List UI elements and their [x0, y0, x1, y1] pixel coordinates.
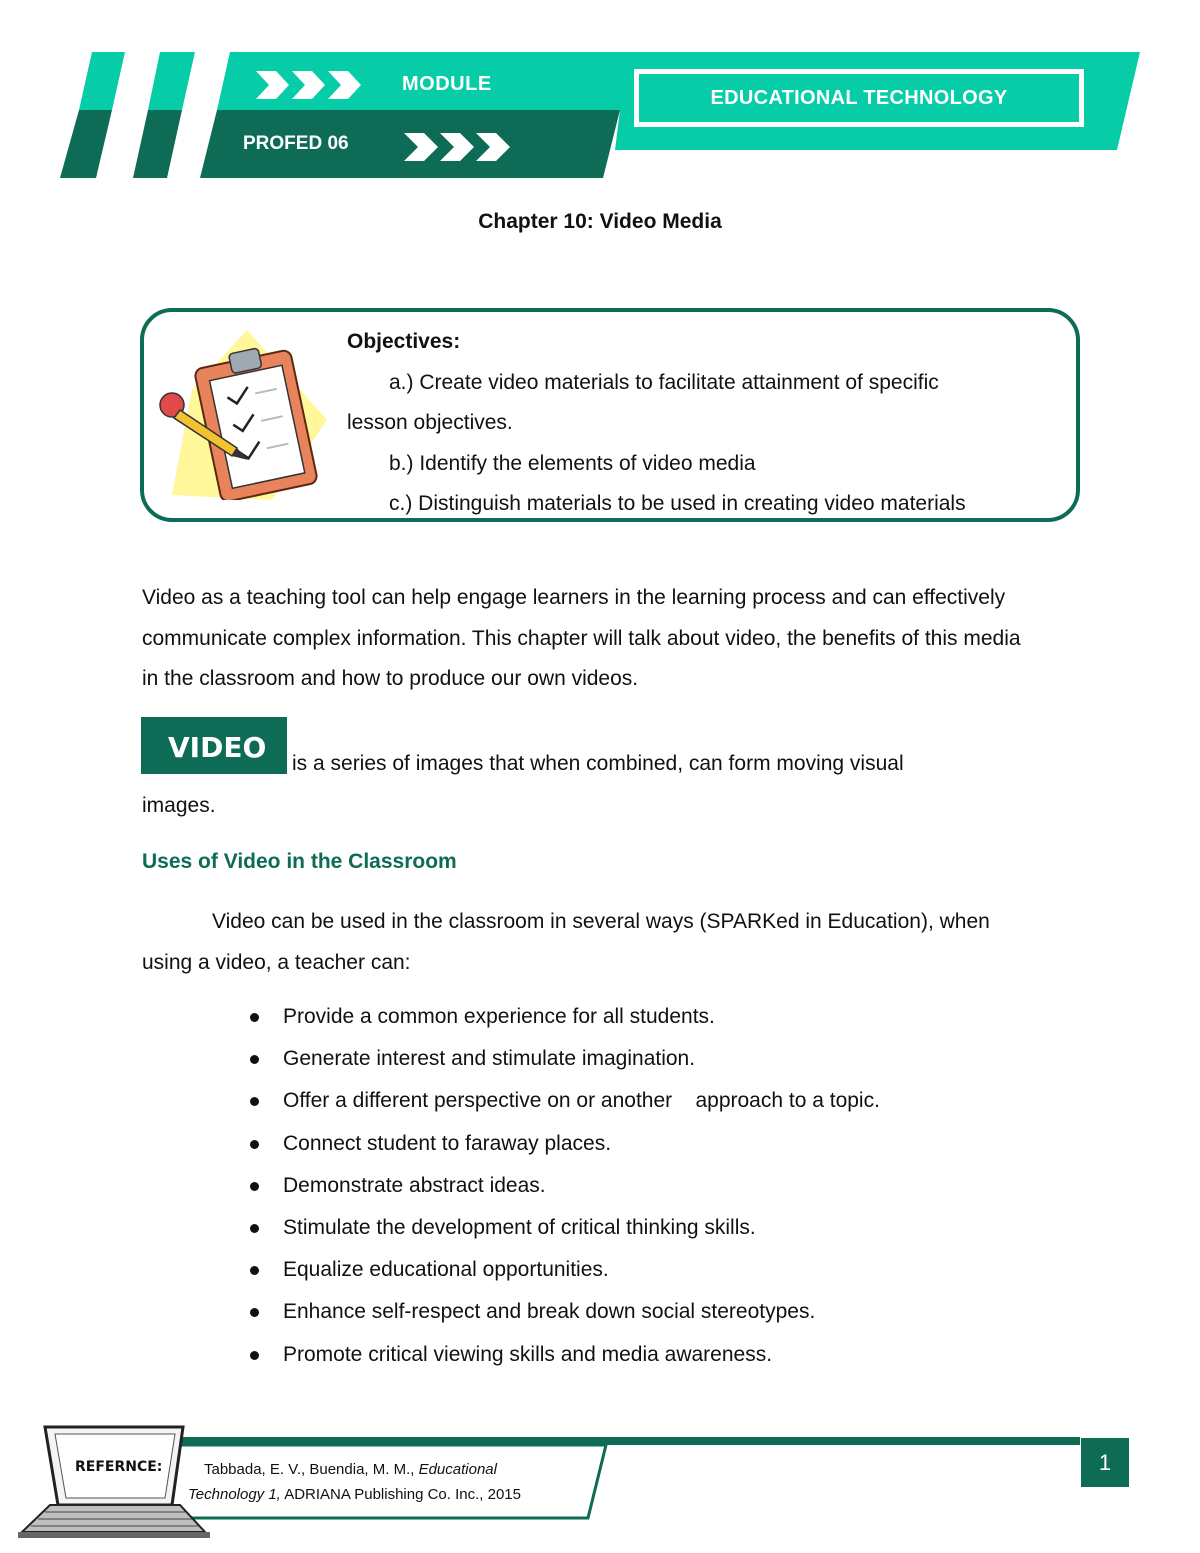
laptop-icon [18, 1427, 210, 1538]
list-item-text: Generate interest and stimulate imagination. [283, 1047, 696, 1071]
objectives-text [347, 322, 1059, 525]
stripe-1-bottom [60, 110, 112, 178]
bullet-icon [250, 1013, 259, 1022]
bullet-icon [250, 1182, 259, 1191]
reference-publisher: ADRIANA Publishing Co. Inc., 2015 [280, 1486, 521, 1503]
bullet-icon [250, 1224, 259, 1233]
list-item [243, 1253, 880, 1295]
bullet-icon [250, 1097, 259, 1106]
stripe-1-top [79, 52, 125, 110]
subject-box [634, 69, 1084, 127]
module-label: MODULE [402, 73, 492, 95]
reference-title: Educational Technology 1, [188, 1461, 497, 1503]
list-item [243, 1338, 880, 1380]
stripe-2-top [148, 52, 195, 110]
list-item-text: Connect student to faraway places. [283, 1131, 612, 1155]
list-item-text: Promote critical viewing skills and media awareness. [283, 1342, 773, 1366]
list-item [243, 1042, 880, 1084]
list-item-text: Stimulate the development of critical thinking skills. [283, 1215, 756, 1239]
chapter-title: Chapter 10: Video Media [478, 210, 722, 233]
objectives-heading: Objectives: [347, 330, 461, 353]
list-item [243, 1127, 880, 1169]
intro-paragraph: Video as a teaching tool can help engage learners in the learning process and can effectively communicate complex information. This chapter will talk about video, the benefits of this media in the classroom and how to produce our own videos. [142, 586, 1021, 690]
bullet-icon [250, 1055, 259, 1064]
list-item-text: Demonstrate abstract ideas. [283, 1173, 546, 1197]
list-item-text: Equalize educational opportunities. [283, 1258, 609, 1282]
footer-band [0, 1420, 1200, 1553]
uses-intro [142, 902, 1042, 983]
bullet-icon [250, 1140, 259, 1149]
reference-authors: Tabbada, E. V., Buendia, M. M., [204, 1461, 419, 1478]
uses-intro-text: Video can be used in the classroom in several ways (SPARKed in Education), when using a video, a teacher can: [142, 910, 990, 974]
objective-a: a.) Create video materials to facilitate attainment of specific [389, 370, 939, 394]
list-item [243, 1000, 880, 1042]
chevrons-bottom-icon [404, 133, 510, 161]
uses-heading: Uses of Video in the Classroom [142, 850, 457, 873]
objective-c: c.) Distinguish materials to be used in creating video materials [389, 492, 966, 515]
video-definition-line1: is a series of images that when combined, can form moving visual [292, 752, 904, 775]
uses-list [243, 1000, 880, 1380]
video-definition-line2: images. [142, 794, 216, 817]
reference-text [188, 1457, 568, 1507]
list-item-text: Offer a different perspective on or another approach to a topic. [283, 1089, 880, 1113]
bullet-icon [250, 1351, 259, 1360]
list-item [243, 1084, 880, 1126]
bullet-icon [250, 1266, 259, 1275]
video-term-badge: VIDEO [141, 717, 287, 774]
list-item-text: Enhance self-respect and break down social stereotypes. [283, 1300, 816, 1324]
list-item [243, 1169, 880, 1211]
objective-a-continued: lesson objectives. [347, 411, 513, 434]
reference-label: REFERNCE: [75, 1459, 163, 1475]
subject-label: EDUCATIONAL TECHNOLOGY [710, 86, 1008, 109]
page-number: 1 [1081, 1438, 1129, 1487]
list-item [243, 1295, 880, 1337]
clipboard-icon [152, 330, 332, 500]
bullet-icon [250, 1308, 259, 1317]
list-item [243, 1211, 880, 1253]
list-item-text: Provide a common experience for all students. [283, 1005, 715, 1028]
stripe-2-bottom [133, 110, 182, 178]
chevrons-top-icon [256, 71, 361, 99]
course-code: PROFED 06 [243, 133, 349, 154]
objective-b: b.) Identify the elements of video media [389, 451, 756, 475]
